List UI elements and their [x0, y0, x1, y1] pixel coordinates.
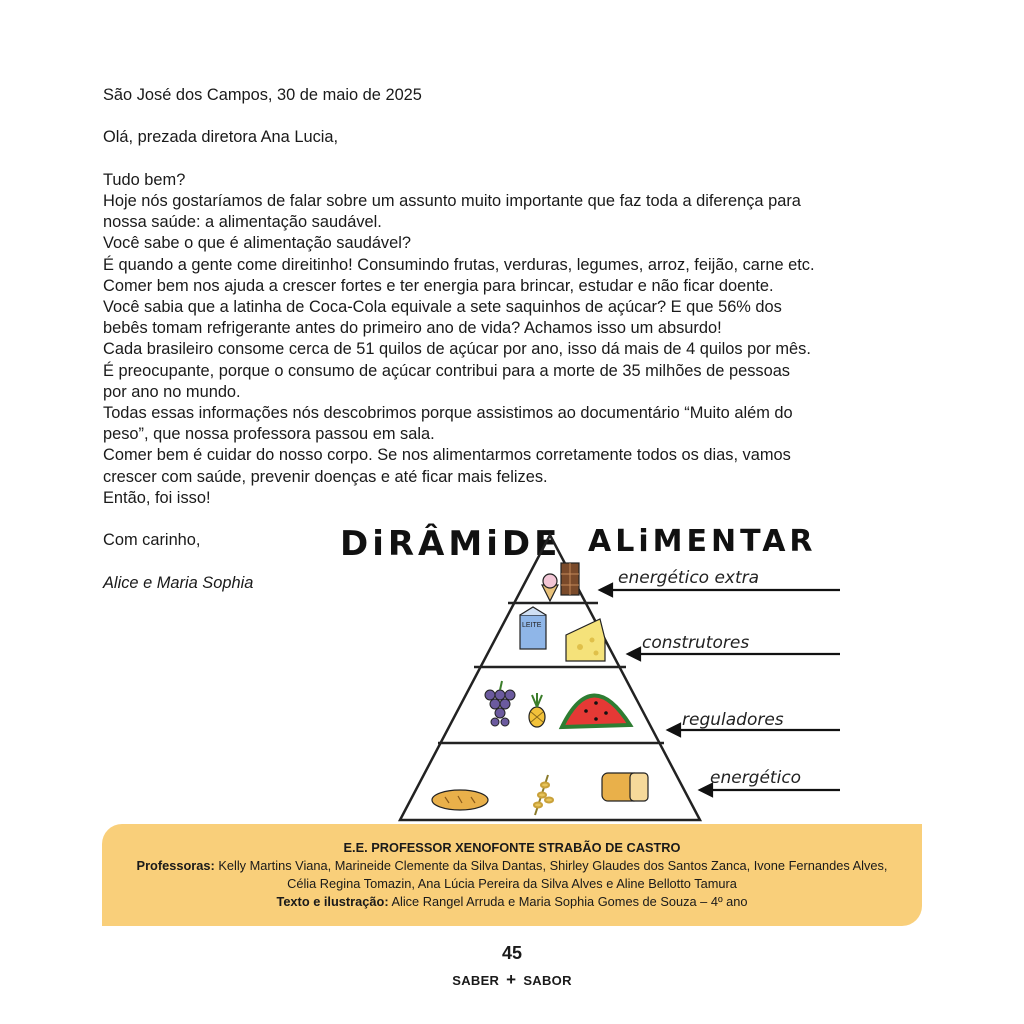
teachers-label: Professoras:	[136, 858, 215, 873]
publication-footer	[0, 970, 1024, 990]
letter-closing: Com carinho,	[103, 531, 201, 550]
letter-line: nossa saúde: a alimentação saudável.	[103, 213, 382, 232]
letter-line: peso”, que nossa professora passou em sala.	[103, 425, 435, 444]
page-number: 45	[501, 943, 523, 963]
food-pyramid-illustration	[330, 515, 850, 825]
loaf-icon	[602, 773, 648, 801]
level-label-construtores: construtores	[642, 633, 750, 653]
school-name: E.E. PROFESSOR XENOFONTE STRABÃO DE CASTRO	[343, 840, 681, 855]
level-label-reguladores: reguladores	[682, 710, 784, 730]
letter-line: É quando a gente come direitinho! Consumindo frutas, verduras, legumes, arroz, feijão, carne etc.	[103, 255, 815, 274]
letter-line: Você sabia que a latinha de Coca-Cola equivale a sete saquinhos de açúcar? E que 56% dos	[103, 298, 782, 316]
letter-line: Você sabe o que é alimentação saudável?	[103, 234, 412, 253]
bread-icon	[432, 790, 488, 810]
letter-line: Todas essas informações nós descobrimos porque assistimos ao documentário “Muito além do	[103, 404, 793, 423]
grapes-icon	[485, 681, 515, 726]
arrowhead-icon	[668, 724, 680, 736]
watermelon-slice-icon	[562, 695, 630, 727]
letter-line: bebês tomam refrigerante antes do primeiro ano de vida? Achamos isso um absurdo!	[103, 319, 722, 338]
cheese-icon	[566, 619, 605, 661]
letter-line: Então, foi isso!	[103, 488, 211, 507]
authors-names: Alice Rangel Arruda e Maria Sophia Gomes de Souza – 4º ano	[391, 894, 748, 909]
arrowhead-icon	[600, 584, 612, 596]
letter-line: por ano no mundo.	[103, 382, 241, 401]
ice-cream-icon	[542, 574, 558, 601]
level-label-energetico: energético	[710, 768, 802, 788]
milk-label: LEITE	[522, 622, 542, 629]
letter-line: É preocupante, porque o consumo de açúcar contribui para a morte de 35 milhões de pessoas	[103, 361, 791, 380]
teachers-names-1: Kelly Martins Viana, Marineide Clemente da Silva Dantas, Shirley Glaudes dos Santos Zanca, Ivone Fernandes Alves,	[218, 858, 888, 873]
pyramid-title-right: ALiMENTAR	[588, 524, 817, 559]
pyramid-title-left: DiRÂMiDE	[340, 524, 562, 564]
letter-line: Cada brasileiro consome cerca de 51 quilos de açúcar por ano, isso dá mais de 4 quilos por mês.	[103, 340, 811, 359]
level-label-energetico-extra: energético extra	[618, 568, 760, 588]
milk-carton-icon	[520, 607, 546, 649]
teachers-names-2: Célia Regina Tomazin, Ana Lúcia Pereira da Silva Alves e Aline Bellotto Tamura	[287, 876, 737, 891]
chocolate-bar-icon	[561, 563, 579, 595]
arrowhead-icon	[628, 648, 640, 660]
letter-greeting: Olá, prezada diretora Ana Lucia,	[103, 128, 339, 147]
footer-left: SABER	[452, 973, 500, 988]
authors-line	[102, 893, 922, 911]
wheat-icon	[534, 775, 553, 815]
letter-line: Comer bem nos ajuda a crescer fortes e ter energia para brincar, estudar e não ficar doente.	[103, 276, 774, 295]
plus-icon: +	[506, 970, 517, 989]
footer-right: SABOR	[523, 973, 572, 988]
letter-line: Tudo bem?	[103, 170, 186, 189]
authors-label: Texto e ilustração:	[276, 894, 389, 909]
letter-line: Comer bem é cuidar do nosso corpo. Se nos alimentarmos corretamente todos os dias, vamos	[103, 446, 791, 465]
letter-date: São José dos Campos, 30 de maio de 2025	[103, 86, 422, 104]
letter-signature: Alice e Maria Sophia	[103, 573, 254, 592]
teachers-line-1	[102, 857, 922, 875]
letter-line: Hoje nós gostaríamos de falar sobre um assunto muito importante que faz toda a diferença para	[103, 191, 801, 210]
credits-box	[102, 824, 922, 926]
pineapple-icon	[529, 693, 545, 727]
letter-line: crescer com saúde, prevenir doenças e até ficar mais felizes.	[103, 467, 548, 486]
